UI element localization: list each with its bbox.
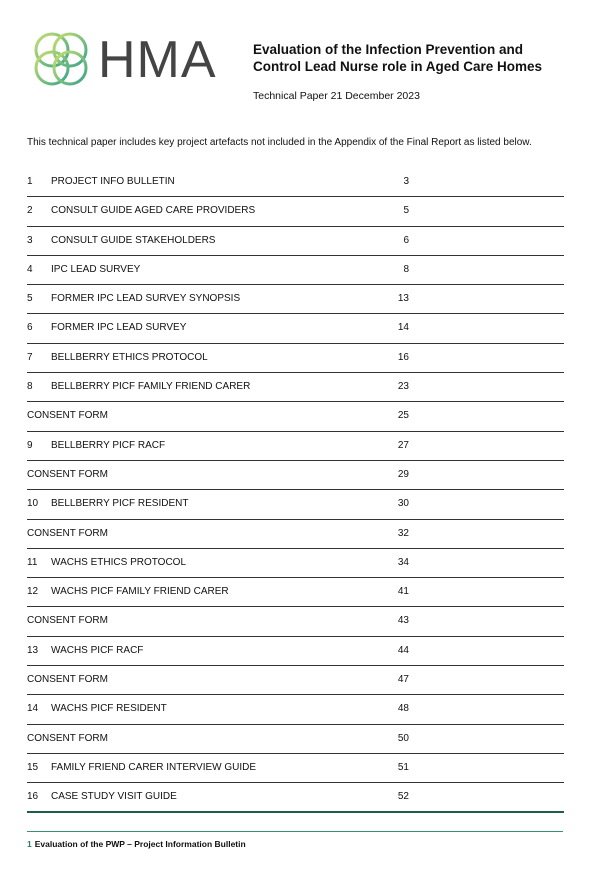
toc-entry[interactable] — [27, 197, 564, 226]
toc-entry[interactable] — [27, 432, 564, 461]
toc-entry-number: 8 — [27, 381, 33, 393]
toc-entry-page: 8 — [403, 263, 409, 275]
toc-entry-page: 47 — [397, 674, 409, 686]
toc-entry-label: CONSULT GUIDE STAKEHOLDERS — [51, 234, 216, 246]
toc-entry-number: 12 — [27, 586, 39, 598]
logo-text: HMA — [98, 31, 217, 89]
toc-entry-number: 3 — [27, 234, 33, 246]
toc-entry-label: CONSENT FORM — [27, 674, 108, 686]
toc-entry-label: FORMER IPC LEAD SURVEY SYNOPSIS — [51, 293, 241, 305]
toc-entry-label: FAMILY FRIEND CARER INTERVIEW GUIDE — [51, 761, 257, 773]
toc-entry[interactable] — [27, 373, 564, 402]
toc-entry-page: 6 — [403, 234, 409, 246]
toc-entry-page: 3 — [403, 176, 409, 187]
toc-entry-page: 30 — [397, 498, 409, 510]
toc-entry-label: CONSENT FORM — [27, 527, 108, 539]
toc-entry-page: 25 — [397, 410, 409, 422]
toc-entry-number: 1 — [27, 176, 33, 187]
toc-entry-page: 32 — [397, 527, 409, 539]
toc-entry-label: CONSULT GUIDE AGED CARE PROVIDERS — [51, 205, 256, 217]
toc-entry-label: IPC LEAD SURVEY — [51, 263, 141, 275]
toc-entry[interactable] — [27, 549, 564, 578]
toc-entry-label: FORMER IPC LEAD SURVEY — [51, 322, 187, 334]
toc-entry[interactable] — [27, 256, 564, 285]
toc-entry[interactable] — [27, 344, 564, 373]
toc-entry-page: 41 — [397, 586, 409, 598]
toc-entry-page: 44 — [397, 644, 409, 656]
toc-entry[interactable] — [27, 754, 564, 783]
toc-entry-number: 9 — [27, 439, 33, 451]
toc-entry-label: WACHS PICF FAMILY FRIEND CARER — [51, 586, 229, 598]
toc-entry-number: 5 — [27, 293, 33, 305]
toc-entry-number: 7 — [27, 351, 33, 363]
toc-entry-page: 16 — [397, 351, 409, 363]
footer-divider — [27, 831, 563, 832]
toc-entry[interactable] — [27, 666, 564, 695]
toc-entry-page: 48 — [397, 703, 409, 715]
toc-entry[interactable] — [27, 168, 564, 197]
toc-entry-label: CONSENT FORM — [27, 615, 108, 627]
toc-entry-page: 34 — [397, 556, 409, 568]
toc-entry[interactable] — [27, 695, 564, 724]
toc-entry-label: BELLBERRY PICF RESIDENT — [51, 498, 189, 510]
toc-entry-page: 13 — [397, 293, 409, 305]
toc-entry-page: 43 — [397, 615, 409, 627]
toc-entry-page: 29 — [397, 468, 409, 480]
toc-entry[interactable] — [27, 783, 564, 812]
toc-entry-label: BELLBERRY PICF RACF — [51, 439, 166, 451]
toc-entry-number: 6 — [27, 322, 33, 334]
footer-text: Evaluation of the PWP – Project Information Bulletin — [34, 839, 246, 849]
toc-entry-label: WACHS PICF RESIDENT — [51, 703, 167, 715]
toc-entry-label: BELLBERRY ETHICS PROTOCOL — [51, 351, 208, 363]
toc-entry-page: 23 — [397, 381, 409, 393]
toc-entry-number: 14 — [27, 703, 39, 715]
toc-entry-number: 10 — [27, 498, 39, 510]
toc-entry-number: 2 — [27, 205, 33, 217]
toc-entry-label: CASE STUDY VISIT GUIDE — [51, 791, 177, 803]
toc-entry[interactable] — [27, 314, 564, 343]
page-footer — [27, 839, 246, 849]
hma-logo — [30, 28, 215, 92]
toc-entry[interactable] — [27, 402, 564, 431]
toc-entry-number: 11 — [27, 556, 38, 568]
toc-entry-label: WACHS ETHICS PROTOCOL — [51, 556, 187, 568]
toc-entry-page: 52 — [397, 791, 409, 803]
toc-entry-label: CONSENT FORM — [27, 410, 108, 422]
toc-entry-page: 27 — [397, 439, 409, 451]
document-subtitle: Technical Paper 21 December 2023 — [253, 90, 420, 102]
toc-entry-label: CONSENT FORM — [27, 732, 108, 744]
toc-entry-page: 51 — [397, 761, 409, 773]
toc-entry-label: PROJECT INFO BULLETIN — [51, 176, 175, 187]
toc-entry[interactable] — [27, 520, 564, 549]
toc-entry-label: WACHS PICF RACF — [51, 644, 144, 656]
table-of-contents — [27, 168, 564, 813]
page-header — [0, 0, 598, 120]
toc-entry-label: BELLBERRY PICF FAMILY FRIEND CARER — [51, 381, 251, 393]
toc-entry-label: CONSENT FORM — [27, 468, 108, 480]
toc-entry[interactable] — [27, 578, 564, 607]
toc-entry-number: 15 — [27, 761, 39, 773]
toc-entry[interactable] — [27, 607, 564, 636]
toc-entry[interactable] — [27, 227, 564, 256]
toc-entry-number: 16 — [27, 791, 39, 803]
toc-entry-number: 4 — [27, 263, 33, 275]
interlocking-rings-icon — [30, 28, 94, 92]
toc-entry[interactable] — [27, 490, 564, 519]
toc-entry[interactable] — [27, 285, 564, 314]
footer-page-number: 1 — [27, 839, 32, 849]
toc-entry-page: 50 — [397, 732, 409, 744]
toc-entry-number: 13 — [27, 644, 39, 656]
toc-entry[interactable] — [27, 637, 564, 666]
intro-paragraph: This technical paper includes key project artefacts not included in the Appendix of the Final Report as listed below. — [27, 137, 532, 148]
document-title: Evaluation of the Infection Prevention and Control Lead Nurse role in Aged Care Homes — [253, 42, 543, 74]
toc-entry[interactable] — [27, 725, 564, 754]
toc-entry[interactable] — [27, 461, 564, 490]
toc-entry-page: 5 — [403, 205, 409, 217]
toc-entry-page: 14 — [397, 322, 409, 334]
